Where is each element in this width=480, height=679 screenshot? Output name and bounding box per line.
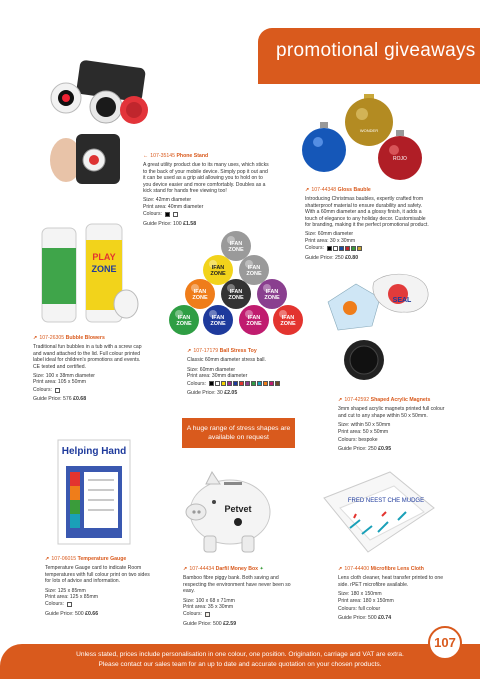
bubble-zone-text: ZONE [91, 264, 117, 274]
product-name: Gloss Bauble [337, 187, 371, 193]
bauble-rojo-text: ROJO [393, 156, 407, 162]
product-price [338, 615, 450, 621]
colours-label: Colours: [143, 211, 162, 218]
product-phone-stand [143, 153, 271, 227]
price-value: £2.59 [223, 620, 237, 627]
swatch-row [327, 246, 362, 251]
colour-swatch [215, 381, 220, 386]
ball-label: IFAN [193, 289, 207, 295]
leaf-icon: ✦ [259, 566, 264, 572]
product-code: 107-44348 [311, 187, 337, 193]
price-label: Guide Price: 576 [33, 396, 72, 403]
product-size: Size: 125 x 85mm [45, 587, 86, 594]
ball-label: ZONE [246, 271, 262, 277]
ball-label: ZONE [192, 295, 208, 301]
product-description: Bamboo fibre piggy bank. Both saving and respecting the environment have never been so easy. [183, 575, 291, 595]
money-box-image [180, 462, 278, 558]
product-print-area: Print area: 50 x 50mm [338, 428, 389, 435]
product-size: Size: 60mm diameter [305, 231, 354, 238]
header-banner [258, 28, 480, 84]
colour-swatch [339, 246, 344, 251]
swatch-white [55, 388, 60, 393]
product-colours [183, 611, 295, 617]
ball-label: ZONE [228, 295, 244, 301]
swatch-black [165, 212, 170, 217]
swatch-white [67, 602, 72, 607]
product-code-line [45, 556, 155, 562]
swatch-bamboo [205, 612, 210, 617]
product-price [45, 611, 155, 617]
product-description: 3mm shaped acrylic magnets printed full colour and cut to any shape within 50 x 50mm. [338, 406, 445, 419]
stress-shapes-callout: A huge range of stress shapes are available on request [182, 418, 295, 448]
price-label: Guide Price: 500 [338, 615, 377, 622]
colours-label: Colours: [305, 245, 324, 252]
product-code: 107-44434 [189, 566, 215, 572]
colour-swatch [345, 246, 350, 251]
product-price [33, 396, 145, 402]
price-value: £0.68 [73, 396, 87, 403]
product-code: 107-17179 [193, 348, 219, 354]
product-colours [33, 387, 145, 393]
ball-label: IFAN [177, 315, 191, 321]
product-colours [45, 601, 155, 607]
product-price [338, 446, 448, 452]
product-print-area: Print area: 105 x 50mm [33, 379, 86, 386]
price-value: £2.05 [224, 390, 238, 397]
price-value: £0.95 [378, 446, 392, 453]
magnet-seal-text: SEAL [392, 297, 412, 304]
ball-label: IFAN [281, 315, 295, 321]
price-value: £0.80 [345, 254, 359, 261]
acrylic-magnets-image [318, 268, 438, 386]
arrow-upright-icon: ↗ [187, 348, 192, 354]
page-number: 107 [428, 626, 462, 660]
price-label: Guide Price: 250 [305, 254, 344, 261]
product-money-box [183, 566, 295, 627]
price-value: £1.58 [183, 220, 197, 227]
product-name: Microfibre Lens Cloth [370, 566, 424, 572]
price-label: Guide Price: 250 [338, 446, 377, 453]
ball-label: ZONE [210, 321, 226, 327]
ball-label: ZONE [280, 321, 296, 327]
product-price [187, 390, 297, 396]
colour-swatch [275, 381, 280, 386]
product-size: Size: 100 x 68 x 71mm [183, 597, 235, 604]
product-colours: Colours: full colour [338, 606, 381, 613]
lens-cloth-image [320, 468, 438, 560]
swatch-white [173, 212, 178, 217]
price-label: Guide Price: 500 [45, 610, 84, 617]
product-code-line [305, 187, 431, 193]
price-value: £0.74 [378, 615, 392, 622]
colours-label: Colours: [33, 386, 52, 393]
ball-label: ZONE [176, 321, 192, 327]
phone-stand-image [48, 62, 158, 182]
product-stress-toy [187, 348, 297, 396]
ball-label: IFAN [211, 315, 225, 321]
price-value: £0.66 [85, 610, 99, 617]
arrow-upright-icon: ↗ [338, 566, 343, 572]
product-colours [305, 245, 431, 251]
page-title: promotional giveaways [276, 40, 476, 61]
swatch-row [209, 381, 280, 386]
arrow-upright-icon: ↗ [33, 335, 38, 341]
product-code-line [33, 335, 145, 341]
temperature-gauge-image [58, 440, 130, 544]
product-acrylic-magnets [338, 397, 448, 453]
product-colours [187, 381, 297, 387]
product-code-line [338, 397, 448, 403]
arrow-upright-icon: ↗ [183, 566, 188, 572]
bubble-blowers-image [40, 218, 142, 330]
colour-swatch [245, 381, 250, 386]
product-print-area: Print area: 30 x 30mm [305, 237, 356, 244]
cloth-text: FRED NEEST CHE MUDGE [347, 498, 425, 504]
ball-label: IFAN [229, 241, 243, 247]
product-size: Size: 180 x 150mm [338, 591, 382, 598]
product-description: Classic 60mm diameter stress ball. [187, 357, 266, 364]
product-bubble-blowers [33, 335, 145, 403]
product-print-area: Print area: 40mm diameter [143, 203, 204, 210]
colour-swatch [327, 246, 332, 251]
product-colours: Colours: bespoke [338, 437, 378, 444]
product-size: Size: 100 x 38mm diameter [33, 373, 96, 380]
bubble-play-text: PLAY [92, 252, 116, 262]
product-size: Size: 42mm diameter [143, 197, 192, 204]
ball-label: IFAN [229, 289, 243, 295]
colour-swatch [357, 246, 362, 251]
ball-label: ZONE [210, 271, 226, 277]
bauble-wonder-text: WONDER [359, 128, 379, 133]
product-description: A great utility product due to its many uses, which sticks to the back of your mobile device. Simply pop it out and it can be used as a grip aid allowing you to hold on to you device easier and more comfortably. Doubles as a kick stand for hands free viewing too! [143, 162, 269, 195]
product-size: Size: within 50 x 50mm [338, 422, 391, 429]
piggy-label-text: Petvet [224, 504, 252, 514]
ball-label: IFAN [247, 315, 261, 321]
product-print-area: Print area: 35 x 30mm [183, 604, 234, 611]
ball-label: ZONE [246, 321, 262, 327]
colours-label: Colours: [45, 601, 64, 608]
arrow-upright-icon: ↗ [305, 187, 310, 193]
arrow-left-icon: ← [143, 153, 149, 159]
product-code: 107-42592 [344, 397, 370, 403]
product-print-area: Print area: 125 x 85mm [45, 594, 98, 601]
product-code: 107-06015 [51, 556, 77, 562]
price-label: Guide Price: 30 [187, 390, 223, 397]
colour-swatch [221, 381, 226, 386]
footer-bar [0, 644, 480, 679]
colour-swatch [227, 381, 232, 386]
product-lens-cloth [338, 566, 450, 622]
footer-line-1: Unless stated, prices include personalisation in one colour, one position. Origination, carriage and VAT are extra. [76, 651, 404, 658]
product-description: Temperature Gauge card to indicate Room temperatures with full colour print on two sides for lots of advice and information. [45, 565, 150, 585]
product-temperature-gauge [45, 556, 155, 617]
product-print-area: Print area: 180 x 150mm [338, 597, 394, 604]
product-name: Shaped Acrylic Magnets [370, 397, 431, 403]
product-code-line [183, 566, 295, 572]
ball-label: IFAN [211, 265, 225, 271]
product-price [305, 255, 431, 261]
product-print-area: Print area: 30mm diameter [187, 373, 248, 380]
product-name: Darfil Money Box [215, 566, 258, 572]
arrow-upright-icon: ↗ [45, 556, 50, 562]
colour-swatch [257, 381, 262, 386]
arrow-upright-icon: ↗ [338, 397, 343, 403]
colour-swatch [351, 246, 356, 251]
ball-label: IFAN [247, 265, 261, 271]
gauge-title-text: Helping Hand [61, 446, 127, 457]
product-description: Lens cloth cleaner, heat transfer printed to one side. rPET microfibre available. [338, 575, 444, 588]
product-name: Ball Stress Toy [219, 348, 257, 354]
product-description: Traditional fun bubbles in a tub with a screw cap and wand attached to the lid. Full colour printed label ideal for children's promotions and events. CE tested and certified. [33, 344, 142, 370]
price-label: Guide Price: 100 [143, 220, 182, 227]
colour-swatch [263, 381, 268, 386]
colour-swatch [239, 381, 244, 386]
product-price [143, 221, 271, 227]
product-gloss-bauble [305, 187, 431, 261]
product-name: Bubble Blowers [65, 335, 105, 341]
colour-swatch [251, 381, 256, 386]
product-size: Size: 60mm diameter [187, 366, 236, 373]
product-code-line [187, 348, 297, 354]
product-code: 107-44400 [344, 566, 370, 572]
colour-swatch [333, 246, 338, 251]
product-price [183, 621, 295, 627]
ball-label: ZONE [228, 247, 244, 253]
product-name: Temperature Gauge [77, 556, 127, 562]
product-description: Introducing Christmas baubles, expertly crafted from shatterproof material to ensure durability and safety. With a 60mm diameter and a glossy finish, it adds a touch of elegance to any holiday decor. Customisable for branding, making it the perfect promotional product. [305, 196, 429, 229]
product-code: 107-35145 [150, 153, 175, 159]
product-code-line [143, 153, 271, 159]
price-label: Guide Price: 500 [183, 620, 222, 627]
product-colours [143, 211, 271, 217]
colour-swatch [209, 381, 214, 386]
product-code: 107-26305 [39, 335, 65, 341]
product-code-line [338, 566, 450, 572]
ball-label: ZONE [264, 295, 280, 301]
bauble-image [300, 92, 430, 184]
colour-swatch [233, 381, 238, 386]
ball-label: IFAN [265, 289, 279, 295]
footer-line-2: Please contact our sales team for an up to date and accurate quotation on your chosen products. [98, 661, 382, 668]
colour-swatch [269, 381, 274, 386]
colours-label: Colours: [183, 611, 202, 618]
product-name: Phone Stand [176, 153, 209, 159]
stress-balls-image [172, 230, 300, 342]
colours-label: Colours: [187, 380, 206, 387]
